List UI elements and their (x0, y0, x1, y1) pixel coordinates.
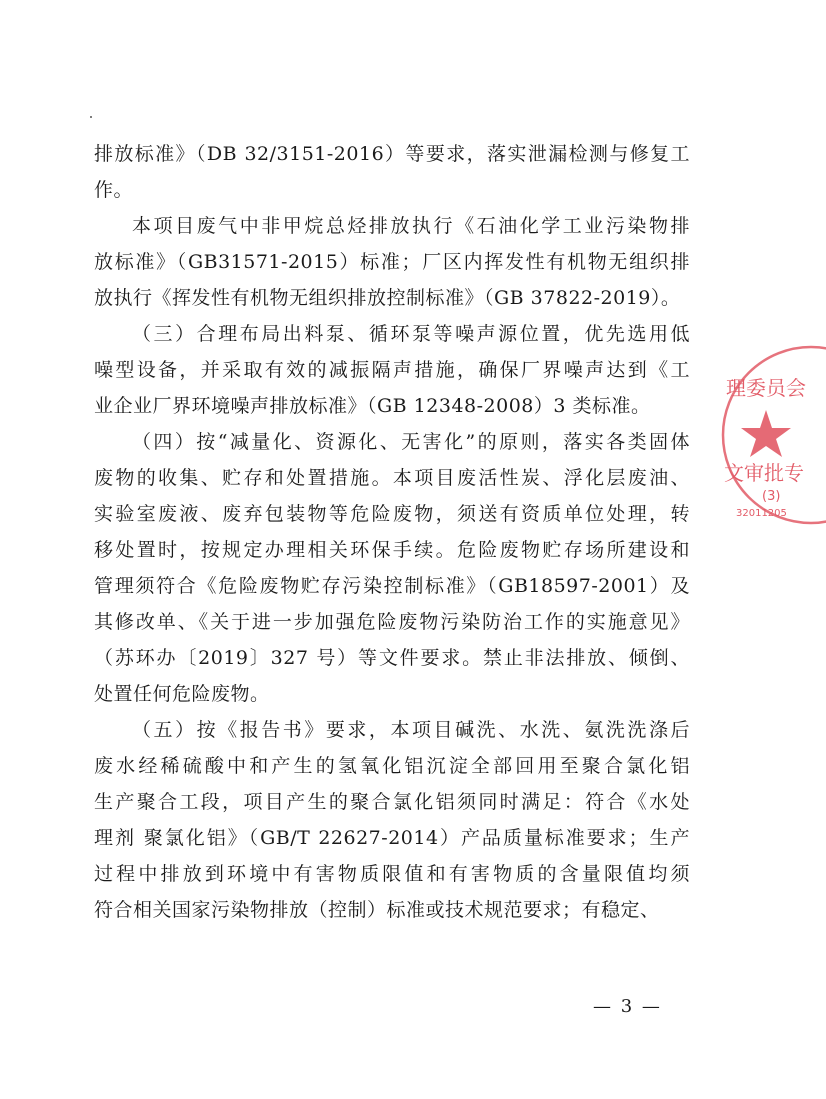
text-line: 废水经稀硫酸中和产生的氢氧化铝沉淀全部回用至聚合氯化铝 (94, 755, 690, 777)
text-line: 实验室废液、废弃包装物等危险废物，须送有资质单位处理，转 (94, 503, 690, 525)
seal-text-line1: 理委员会 (726, 376, 806, 400)
text-line: 移处置时，按规定办理相关环保手续。危险废物贮存场所建设和 (94, 539, 690, 561)
seal-text-line2: 文审批专 (724, 461, 804, 485)
paragraph (94, 316, 690, 424)
paragraph (94, 208, 690, 316)
text-line: 处置任何危险废物。 (94, 683, 270, 705)
seal-star-icon (741, 410, 791, 457)
text-line: （苏环办〔2019〕327 号）等文件要求。禁止非法排放、倾倒、 (94, 647, 690, 669)
text-line: 放执行《挥发性有机物无组织排放控制标准》（GB 37822-2019）。 (94, 287, 681, 309)
official-seal (716, 340, 826, 550)
seal-text-line4: 32011205 (736, 508, 787, 519)
page-number: — 3 — (593, 996, 662, 1017)
paragraph (94, 712, 690, 928)
text-line: 过程中排放到环境中有害物质限值和有害物质的含量限值均须 (94, 863, 690, 885)
document-body (94, 136, 690, 928)
paragraph (94, 424, 690, 712)
text-line: （五）按《报告书》要求，本项目碱洗、水洗、氨洗洗涤后 (132, 719, 690, 741)
text-line: 噪型设备，并采取有效的减振隔声措施，确保厂界噪声达到《工 (94, 359, 690, 381)
text-line: 排放标准》（DB 32/3151-2016）等要求，落实泄漏检测与修复工 (94, 143, 690, 165)
text-line: 管理须符合《危险废物贮存污染控制标准》（GB18597-2001）及 (94, 575, 690, 597)
text-line: 放标准》（GB31571-2015）标准；厂区内挥发性有机物无组织排 (94, 251, 690, 273)
scan-dot (90, 116, 92, 118)
text-line: 符合相关国家污染物排放（控制）标准或技术规范要求；有稳定、 (94, 899, 660, 921)
text-line: 作。 (94, 179, 134, 201)
text-line: 业企业厂界环境噪声排放标准》（GB 12348-2008）3 类标准。 (94, 395, 651, 417)
text-line: （四）按“减量化、资源化、无害化”的原则，落实各类固体 (132, 431, 690, 453)
text-line: 废物的收集、贮存和处置措施。本项目废活性炭、浮化层废油、 (94, 467, 690, 489)
seal-text-line3: (3) (762, 489, 781, 504)
text-line: （三）合理布局出料泵、循环泵等噪声源位置，优先选用低 (132, 323, 690, 345)
text-line: 生产聚合工段，项目产生的聚合氯化铝须同时满足：符合《水处 (94, 791, 690, 813)
text-line: 理剂 聚氯化铝》（GB/T 22627-2014）产品质量标准要求；生产 (94, 827, 690, 849)
paragraph (94, 136, 690, 208)
text-line: 本项目废气中非甲烷总烃排放执行《石油化学工业污染物排 (132, 215, 690, 237)
text-line: 其修改单、《关于进一步加强危险废物污染防治工作的实施意见》 (94, 611, 690, 633)
